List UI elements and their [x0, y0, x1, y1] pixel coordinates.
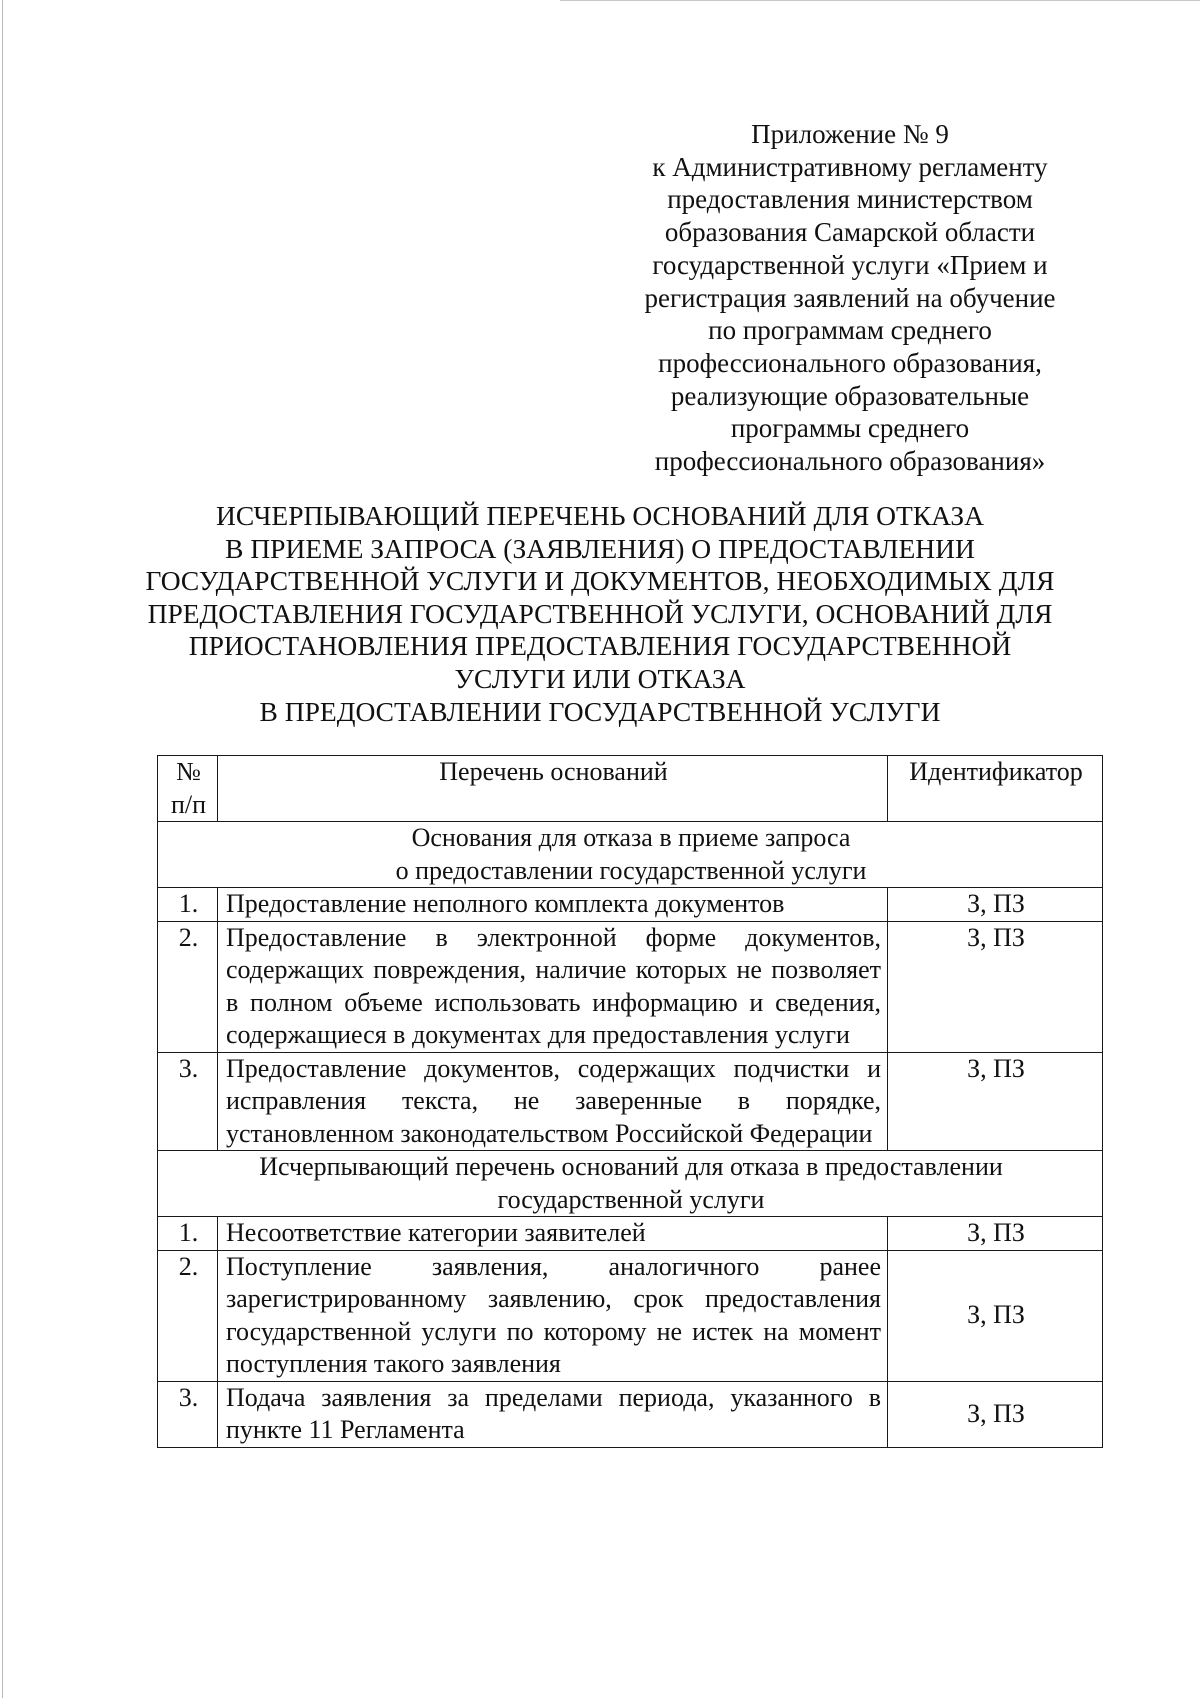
row-identifier: З, ПЗ: [888, 1217, 1103, 1251]
title-line: ПРИОСТАНОВЛЕНИЯ ПРЕДОСТАВЛЕНИЯ ГОСУДАРСТВЕННОЙ: [188, 630, 1012, 662]
appendix-block: [600, 118, 1100, 478]
row-ground-text: Поступление заявления, аналогичного ранее зарегистрированному заявлению, срок предоставления государственной услуги по которому не истек на момент поступления такого заявления: [218, 1250, 888, 1381]
table-row: [158, 1052, 1103, 1151]
appendix-line: реализующие образовательные: [670, 380, 1030, 411]
appendix-line: по программам среднего: [708, 315, 992, 346]
grounds-table: [157, 755, 1103, 1448]
section-title-line: о предоставлении государственной услуги: [395, 855, 867, 885]
header-identifier-cell: Идентификатор: [888, 756, 1103, 822]
header-grounds-cell: Перечень оснований: [218, 756, 888, 822]
row-number: 1.: [158, 1217, 218, 1251]
appendix-line: государственной услуги «Прием и: [652, 249, 1048, 280]
row-number: 1.: [158, 888, 218, 922]
table-row: [158, 1250, 1103, 1381]
appendix-line: к Административному регламенту: [652, 151, 1048, 182]
title-line: ПРЕДОСТАВЛЕНИЯ ГОСУДАРСТВЕННОЙ УСЛУГИ, ОСНОВАНИЙ ДЛЯ: [147, 597, 1053, 629]
section-title-cell: [158, 1151, 1103, 1217]
title-line: В ПРЕДОСТАВЛЕНИИ ГОСУДАРСТВЕННОЙ УСЛУГИ: [259, 695, 941, 727]
row-ground-text: Предоставление неполного комплекта документов: [218, 888, 888, 922]
appendix-line: Приложение № 9: [751, 119, 949, 149]
appendix-line: предоставления министерством: [667, 184, 1033, 215]
section-title-line: государственной услуги: [497, 1184, 765, 1214]
section-row: [158, 1151, 1103, 1217]
row-identifier: З, ПЗ: [888, 921, 1103, 1052]
document-title: [100, 500, 1100, 728]
scan-left-edge: [2, 0, 3, 1698]
title-line: УСЛУГИ ИЛИ ОТКАЗА: [454, 662, 746, 694]
section-title-line: Исчерпывающий перечень оснований для отказа в предоставлении: [259, 1152, 1003, 1181]
appendix-line: образования Самарской области: [664, 217, 1036, 248]
title-line: ГОСУДАРСТВЕННОЙ УСЛУГИ И ДОКУМЕНТОВ, НЕОБХОДИМЫХ ДЛЯ: [145, 565, 1055, 597]
row-identifier: З, ПЗ: [888, 1052, 1103, 1151]
section-row: [158, 822, 1103, 888]
appendix-line: программы среднего: [730, 413, 970, 444]
appendix-line: регистрация заявлений на обучение: [644, 282, 1056, 313]
table-row: [158, 921, 1103, 1052]
row-identifier: З, ПЗ: [888, 1381, 1103, 1447]
section-title-line: Основания для отказа в приеме запроса: [411, 823, 851, 852]
row-ground-text: Несоответствие категории заявителей: [218, 1217, 888, 1251]
row-number: 2.: [158, 921, 218, 1052]
row-number: 3.: [158, 1381, 218, 1447]
table-row: [158, 1217, 1103, 1251]
row-ground-text: Подача заявления за пределами периода, указанного в пункте 11 Регламента: [218, 1381, 888, 1447]
title-line: ИСЧЕРПЫВАЮЩИЙ ПЕРЕЧЕНЬ ОСНОВАНИЙ ДЛЯ ОТКАЗА: [216, 500, 984, 531]
title-line: В ПРИЕМЕ ЗАПРОСА (ЗАЯВЛЕНИЯ) О ПРЕДОСТАВЛЕНИИ: [225, 532, 975, 564]
appendix-line: профессионального образования,: [658, 347, 1042, 378]
row-ground-text: Предоставление документов, содержащих подчистки и исправления текста, не заверенные в порядке, установленном законодательством Российской Федерации: [218, 1052, 888, 1151]
section-title-cell: [158, 822, 1103, 888]
row-identifier: З, ПЗ: [888, 888, 1103, 922]
row-identifier: З, ПЗ: [888, 1250, 1103, 1381]
header-number-symbol: №: [176, 757, 201, 786]
table-row: [158, 1381, 1103, 1447]
header-number-abbrev: п/п: [170, 789, 207, 819]
header-number-cell: [158, 756, 218, 822]
table-row: [158, 888, 1103, 922]
scan-top-edge: [560, 0, 1200, 1]
row-number: 2.: [158, 1250, 218, 1381]
row-ground-text: Предоставление в электронной форме документов, содержащих повреждения, наличие которых не позволяет в полном объеме использовать информацию и сведения, содержащиеся в документах для предоставления услуги: [218, 921, 888, 1052]
row-number: 3.: [158, 1052, 218, 1151]
appendix-line: профессионального образования»: [654, 446, 1046, 477]
table-header-row: [158, 756, 1103, 822]
